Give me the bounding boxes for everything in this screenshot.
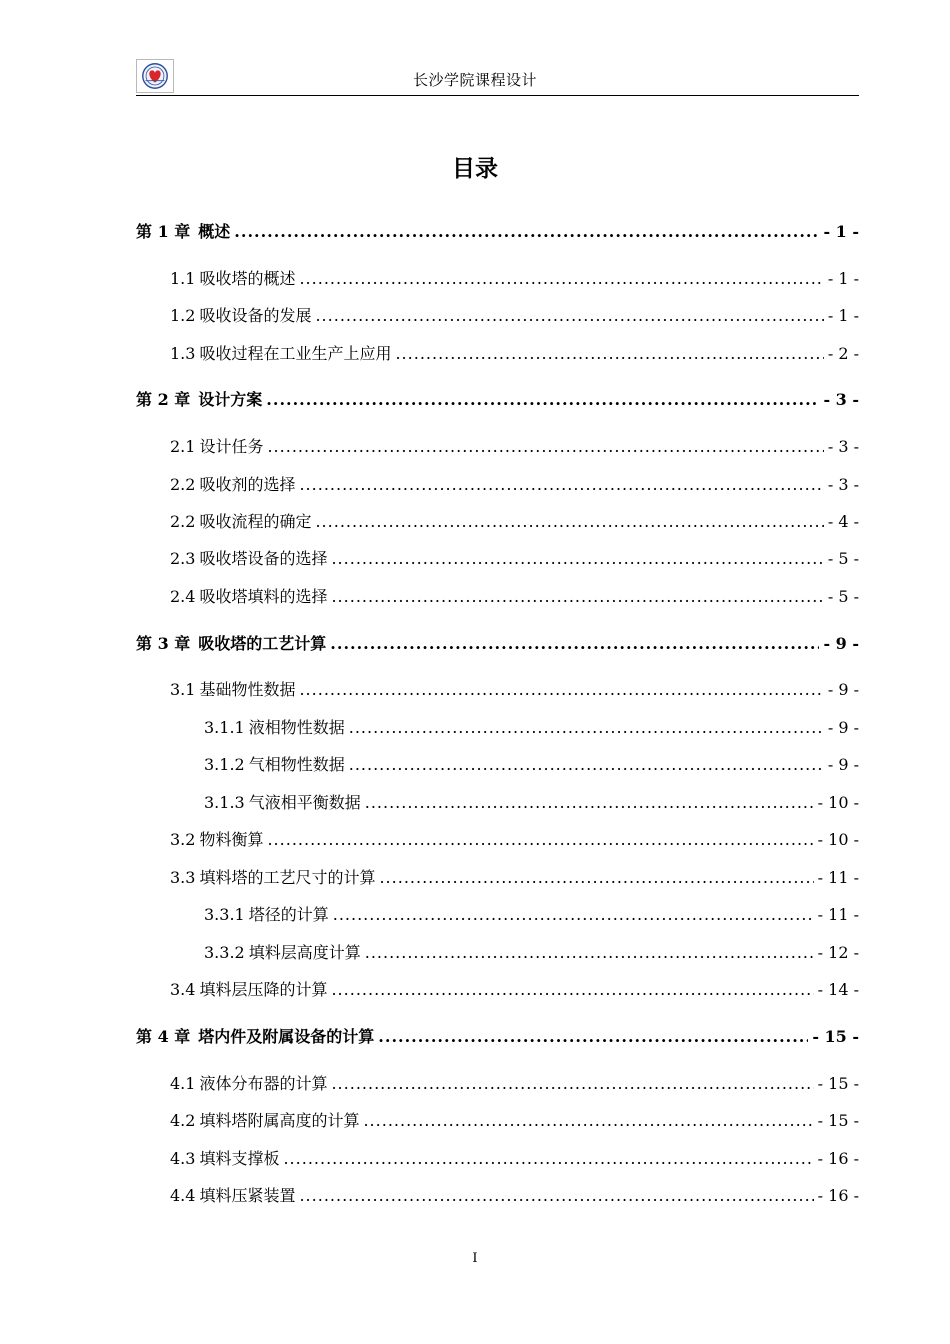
toc-entry-page: - 11 - — [817, 905, 859, 924]
toc-entry-chapter-4[interactable] — [136, 1024, 859, 1047]
dot-leader — [266, 390, 819, 409]
header-title: 长沙学院课程设计 — [412, 71, 537, 89]
toc-entry-number: 1.3 — [170, 344, 196, 363]
toc-entry-title: 吸收塔的概述 — [199, 269, 296, 288]
toc-entry-page: - 1 - — [827, 269, 859, 288]
toc-entry-number: 3.1 — [170, 680, 196, 699]
toc-entry-number: 2.4 — [170, 587, 196, 606]
toc-entry-title: 设计方案 — [198, 390, 263, 409]
toc-entry-title: 气相物性数据 — [248, 755, 345, 774]
toc-entry-page: - 1 - — [823, 222, 859, 241]
toc-entry-number: 3.3.2 — [204, 943, 245, 962]
toc-entry-page: - 9 - — [827, 755, 859, 774]
dot-leader — [379, 868, 813, 887]
toc-entry-title: 吸收过程在工业生产上应用 — [199, 344, 392, 363]
toc-entry-4-4[interactable] — [170, 1183, 859, 1206]
toc-entry-title: 基础物性数据 — [199, 680, 296, 699]
toc-entry-4-1[interactable] — [170, 1071, 859, 1094]
toc-entry-title: 吸收设备的发展 — [199, 306, 312, 325]
toc-entry-2-4[interactable] — [170, 584, 859, 607]
toc-entry-title: 塔内件及附属设备的计算 — [198, 1027, 375, 1046]
dot-leader — [267, 830, 813, 849]
toc-entry-3-2[interactable] — [170, 827, 859, 850]
toc-entry-page: - 15 - — [817, 1111, 859, 1130]
toc-entry-page: - 9 - — [827, 680, 859, 699]
toc-entry-title: 填料支撑板 — [199, 1149, 280, 1168]
toc-entry-page: - 11 - — [817, 868, 859, 887]
toc-entry-number: 第 3 章 — [136, 634, 191, 653]
toc-entry-page: - 3 - — [827, 475, 859, 494]
dot-leader — [365, 943, 814, 962]
toc-entry-number: 2.2 — [170, 512, 196, 531]
toc-entry-number: 3.4 — [170, 980, 196, 999]
toc-entry-title: 填料塔的工艺尺寸的计算 — [199, 868, 376, 887]
toc-entry-page: - 9 - — [827, 718, 859, 737]
toc-entry-2-1[interactable] — [170, 434, 859, 457]
toc-entry-1-2[interactable] — [170, 303, 859, 326]
toc-entry-page: - 3 - — [823, 390, 859, 409]
toc-entry-number: 4.4 — [170, 1186, 196, 1205]
toc-entry-title: 吸收剂的选择 — [199, 475, 296, 494]
toc-entry-page: - 2 - — [827, 344, 859, 363]
dot-leader — [363, 1111, 813, 1130]
toc-entry-4-3[interactable] — [170, 1146, 859, 1169]
toc-entry-3-3-1[interactable] — [204, 902, 859, 925]
toc-entry-number: 4.1 — [170, 1074, 196, 1093]
toc-entry-3-1-2[interactable] — [204, 752, 859, 775]
toc-entry-title: 填料层高度计算 — [248, 943, 361, 962]
toc-title: 目录 — [452, 156, 498, 182]
dot-leader — [299, 1186, 813, 1205]
toc-entry-1-3[interactable] — [170, 341, 859, 364]
dot-leader — [299, 680, 823, 699]
dot-leader — [349, 755, 824, 774]
toc-entry-page: - 3 - — [827, 437, 859, 456]
toc-entry-page: - 15 - — [817, 1074, 859, 1093]
toc-entry-2-2[interactable] — [170, 472, 859, 495]
dot-leader — [395, 344, 823, 363]
toc-entry-title: 气液相平衡数据 — [248, 793, 361, 812]
toc-entry-page: - 14 - — [817, 980, 859, 999]
dot-leader — [299, 269, 823, 288]
toc-entry-chapter-1[interactable] — [136, 219, 859, 242]
toc-entry-page: - 10 - — [817, 793, 859, 812]
header-divider — [136, 95, 859, 96]
dot-leader — [331, 980, 813, 999]
toc-entry-number: 2.2 — [170, 475, 196, 494]
toc-entry-page: - 10 - — [817, 830, 859, 849]
toc-entry-title: 设计任务 — [199, 437, 264, 456]
toc-entry-page: - 15 - — [812, 1027, 859, 1046]
toc-entry-number: 1.2 — [170, 306, 196, 325]
dot-leader — [330, 634, 819, 653]
dot-leader — [234, 222, 819, 241]
toc-entry-4-2[interactable] — [170, 1108, 859, 1131]
toc-entry-number: 第 2 章 — [136, 390, 191, 409]
toc-entry-number: 1.1 — [170, 269, 196, 288]
toc-entry-title: 填料塔附属高度的计算 — [199, 1111, 360, 1130]
dot-leader — [333, 905, 814, 924]
toc-entry-page: - 1 - — [827, 306, 859, 325]
toc-entry-2-3[interactable] — [170, 546, 859, 569]
toc-entry-3-1-3[interactable] — [204, 790, 859, 813]
dot-leader — [365, 793, 814, 812]
toc-entry-page: - 5 - — [827, 587, 859, 606]
toc-entry-title: 物料衡算 — [199, 830, 264, 849]
toc-entry-number: 3.1.2 — [204, 755, 245, 774]
dot-leader — [315, 306, 823, 325]
toc-entry-title: 填料压紧装置 — [199, 1186, 296, 1205]
toc-entry-3-1[interactable] — [170, 677, 859, 700]
toc-entry-title: 塔径的计算 — [248, 905, 329, 924]
toc-entry-number: 2.1 — [170, 437, 196, 456]
toc-entry-page: - 12 - — [817, 943, 859, 962]
toc-entry-number: 3.3 — [170, 868, 196, 887]
toc-entry-title: 概述 — [198, 222, 231, 241]
toc-entry-number: 4.2 — [170, 1111, 196, 1130]
toc-entry-number: 第 1 章 — [136, 222, 191, 241]
toc-entry-title: 吸收塔填料的选择 — [199, 587, 328, 606]
toc-entry-3-4[interactable] — [170, 977, 859, 1000]
toc-entry-title: 吸收塔设备的选择 — [199, 549, 328, 568]
toc-entry-title: 液体分布器的计算 — [199, 1074, 328, 1093]
dot-leader — [267, 437, 823, 456]
dot-leader — [283, 1149, 813, 1168]
toc-entry-page: - 5 - — [827, 549, 859, 568]
toc-entry-number: 3.2 — [170, 830, 196, 849]
toc-entry-title: 吸收流程的确定 — [199, 512, 312, 531]
toc-entry-3-3[interactable] — [170, 865, 859, 888]
toc-entry-chapter-2[interactable] — [136, 387, 859, 410]
dot-leader — [331, 1074, 813, 1093]
toc-entry-1-1[interactable] — [170, 266, 859, 289]
dot-leader — [331, 587, 823, 606]
toc-entry-number: 2.3 — [170, 549, 196, 568]
toc-entry-3-3-2[interactable] — [204, 940, 859, 963]
toc-entry-page: - 4 - — [827, 512, 859, 531]
toc-entry-number: 3.1.1 — [204, 718, 245, 737]
page-number: I — [472, 1251, 478, 1266]
dot-leader — [299, 475, 823, 494]
toc-entry-2-2b[interactable] — [170, 509, 859, 532]
dot-leader — [378, 1027, 808, 1046]
toc-entry-3-1-1[interactable] — [204, 715, 859, 738]
dot-leader — [349, 718, 824, 737]
dot-leader — [331, 549, 823, 568]
toc-entry-number: 3.1.3 — [204, 793, 245, 812]
toc-entry-chapter-3[interactable] — [136, 631, 859, 654]
toc-entry-number: 4.3 — [170, 1149, 196, 1168]
toc-entry-page: - 16 - — [817, 1149, 859, 1168]
toc-entry-title: 液相物性数据 — [248, 718, 345, 737]
toc-entry-title: 吸收塔的工艺计算 — [198, 634, 327, 653]
toc-entry-number: 3.3.1 — [204, 905, 245, 924]
toc-entry-page: - 9 - — [823, 634, 859, 653]
toc-entry-page: - 16 - — [817, 1186, 859, 1205]
toc-entry-title: 填料层压降的计算 — [199, 980, 328, 999]
dot-leader — [315, 512, 823, 531]
toc-entry-number: 第 4 章 — [136, 1027, 191, 1046]
